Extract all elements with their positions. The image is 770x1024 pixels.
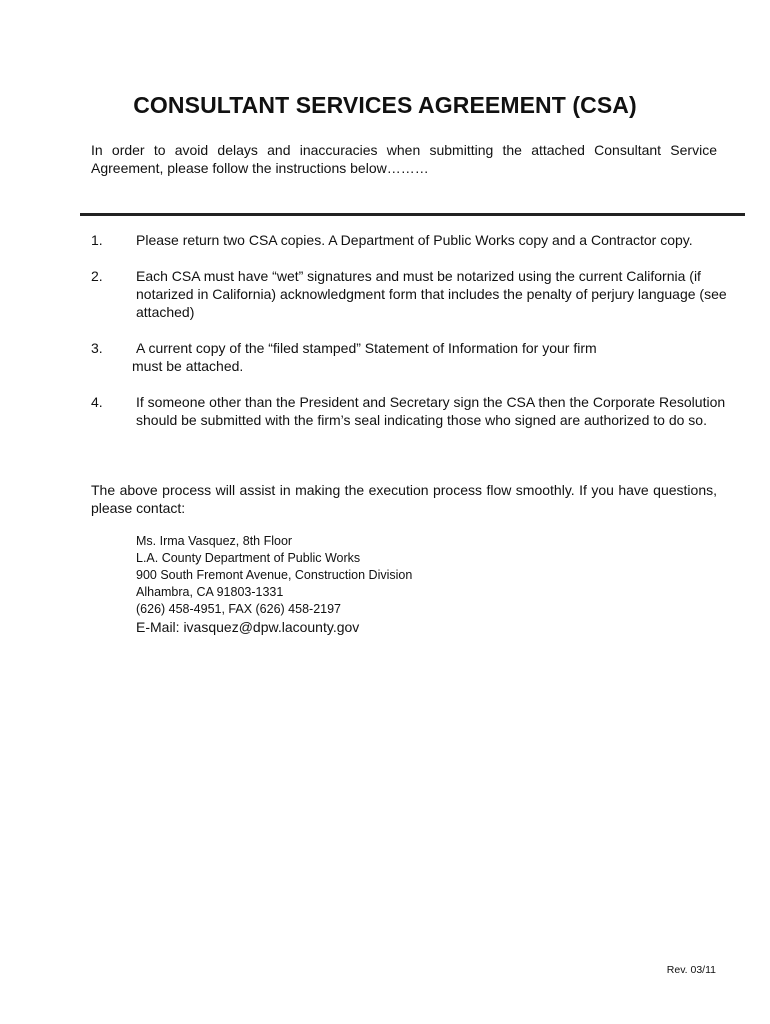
instruction-item bbox=[91, 339, 731, 375]
section-divider bbox=[80, 213, 745, 216]
instruction-item bbox=[91, 267, 731, 321]
item-text: Please return two CSA copies. A Department of Public Works copy and a Contractor copy. bbox=[136, 232, 693, 248]
instruction-item bbox=[91, 393, 731, 429]
instruction-list bbox=[91, 231, 731, 447]
item-text: A current copy of the “filed stamped” Statement of Information for your firm bbox=[136, 340, 597, 356]
item-text: If someone other than the President and Secretary sign the CSA then the Corporate Resolution should be submitted with the firm’s seal indicating those who signed are authorized to do so. bbox=[136, 394, 726, 428]
contact-email: E-Mail: ivasquez@dpw.lacounty.gov bbox=[136, 619, 360, 635]
contact-name: Ms. Irma Vasquez, 8th Floor bbox=[136, 534, 293, 548]
instruction-item bbox=[91, 231, 731, 249]
contact-address: 900 South Fremont Avenue, Construction Division bbox=[136, 568, 413, 582]
contact-block bbox=[136, 533, 412, 637]
page-title: CONSULTANT SERVICES AGREEMENT (CSA) bbox=[133, 92, 637, 118]
intro-paragraph: In order to avoid delays and inaccuracies when submitting the attached Consultant Service Agreement, please follow the instructions below……… bbox=[91, 142, 717, 176]
item-number: 1. bbox=[91, 232, 103, 248]
closing-paragraph: The above process will assist in making the execution process flow smoothly. If you have questions, please contact: bbox=[91, 482, 717, 516]
item-text-wrapper bbox=[91, 339, 731, 375]
item-number: 4. bbox=[91, 394, 103, 410]
contact-phone: (626) 458-4951, FAX (626) 458-2197 bbox=[136, 602, 341, 616]
item-number: 2. bbox=[91, 268, 103, 284]
revision-label: Rev. 03/11 bbox=[666, 964, 716, 976]
contact-organization: L.A. County Department of Public Works bbox=[136, 551, 361, 565]
contact-city: Alhambra, CA 91803-1331 bbox=[136, 585, 284, 599]
item-number: 3. bbox=[91, 340, 103, 356]
item-text-continuation: must be attached. bbox=[132, 358, 244, 374]
item-text: Each CSA must have “wet” signatures and must be notarized using the current California (if notarized in California) acknowledgment form that includes the penalty of perjury language (see attached) bbox=[136, 268, 727, 320]
